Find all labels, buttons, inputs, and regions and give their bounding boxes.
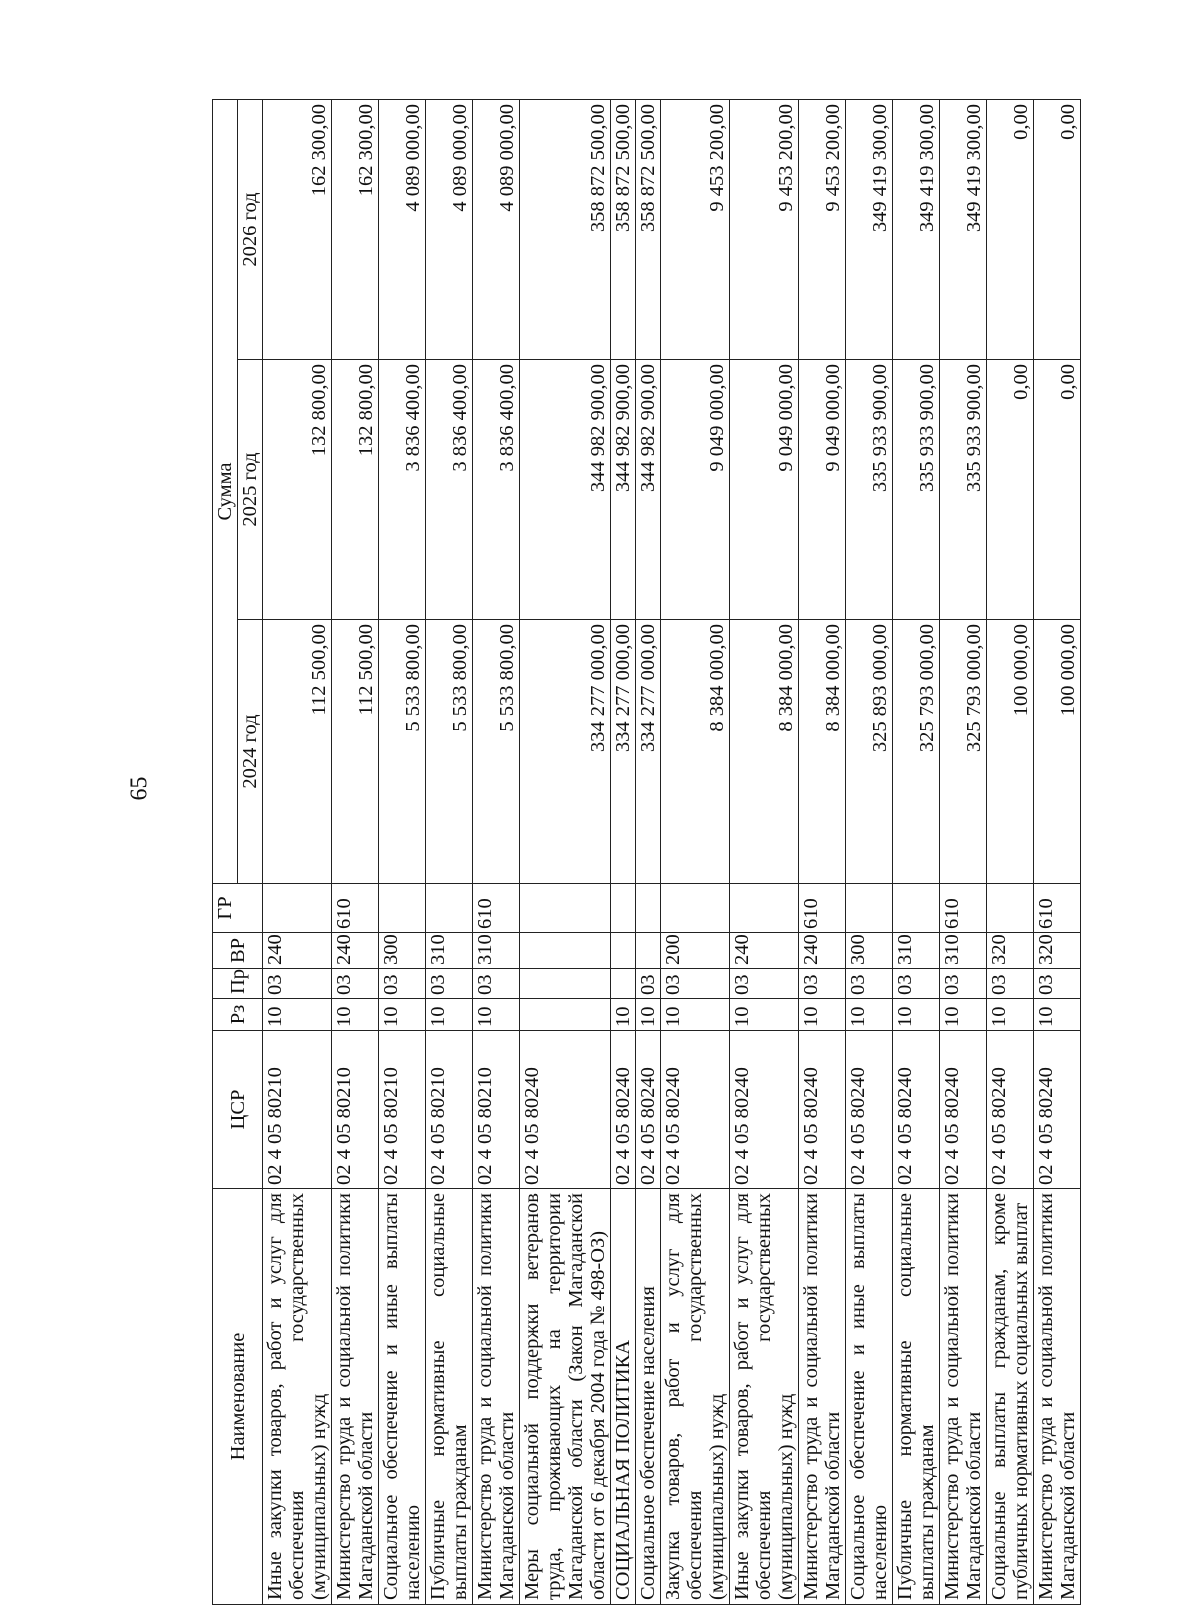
- row-sum-2025: 335 933 900,00: [940, 360, 987, 620]
- row-rz: 10: [940, 999, 987, 1031]
- row-rz: 10: [1034, 999, 1081, 1031]
- row-csr: 02 4 05 80210: [379, 1031, 426, 1189]
- row-csr: 02 4 05 80210: [263, 1031, 332, 1189]
- row-rz: 10: [332, 999, 379, 1031]
- row-sum-2024: 5 533 800,00: [379, 620, 426, 884]
- row-csr: 02 4 05 80210: [332, 1031, 379, 1189]
- row-sum-2025: 3 836 400,00: [473, 360, 520, 620]
- row-csr: 02 4 05 80240: [730, 1031, 799, 1189]
- row-csr: 02 4 05 80240: [987, 1031, 1034, 1189]
- header-csr: ЦСР: [213, 1031, 263, 1189]
- header-sum: Сумма: [213, 99, 238, 883]
- header-name: Наименование: [213, 1189, 263, 1605]
- row-sum-2026: 0,00: [1034, 99, 1081, 359]
- row-gr: 610: [332, 884, 379, 933]
- row-gr: [987, 884, 1034, 933]
- row-vr: [636, 933, 661, 969]
- row-csr: 02 4 05 80240: [520, 1031, 611, 1189]
- row-name: Министерство труда и социальной политики Магаданской области: [940, 1189, 987, 1605]
- row-sum-2024: 100 000,00: [987, 620, 1034, 884]
- row-sum-2024: 5 533 800,00: [426, 620, 473, 884]
- table-row: [987, 99, 1034, 1604]
- row-rz: 10: [636, 999, 661, 1031]
- row-csr: 02 4 05 80240: [661, 1031, 730, 1189]
- row-pr: 03: [1034, 969, 1081, 999]
- row-vr: 320: [987, 933, 1034, 969]
- row-pr: 03: [379, 969, 426, 999]
- row-gr: [661, 884, 730, 933]
- row-sum-2024: 112 500,00: [332, 620, 379, 884]
- row-sum-2026: 4 089 000,00: [426, 99, 473, 359]
- row-sum-2025: 132 800,00: [332, 360, 379, 620]
- row-vr: 240: [263, 933, 332, 969]
- table-row: [426, 99, 473, 1604]
- row-pr: 03: [893, 969, 940, 999]
- row-sum-2024: 8 384 000,00: [730, 620, 799, 884]
- row-sum-2026: 349 419 300,00: [893, 99, 940, 359]
- row-vr: 240: [799, 933, 846, 969]
- table-row: [611, 99, 636, 1604]
- row-name: СОЦИАЛЬНАЯ ПОЛИТИКА: [611, 1189, 636, 1605]
- row-vr: 300: [379, 933, 426, 969]
- row-vr: 310: [940, 933, 987, 969]
- header-rz: Рз: [213, 999, 263, 1031]
- row-name: Закупка товаров, работ и услуг для обеспечения государственных (муниципальных) нужд: [661, 1189, 730, 1605]
- row-rz: 10: [987, 999, 1034, 1031]
- table-row: [332, 99, 379, 1604]
- row-vr: [520, 933, 611, 969]
- row-pr: 03: [799, 969, 846, 999]
- table-row: [379, 99, 426, 1604]
- table-row: [730, 99, 799, 1604]
- table-row: [263, 99, 332, 1604]
- row-pr: 03: [473, 969, 520, 999]
- row-sum-2024: 325 893 000,00: [846, 620, 893, 884]
- row-rz: 10: [426, 999, 473, 1031]
- budget-table: [212, 99, 1081, 1605]
- row-sum-2024: 100 000,00: [1034, 620, 1081, 884]
- row-name: Социальное обеспечение и иные выплаты населению: [379, 1189, 426, 1605]
- table-row: [520, 99, 611, 1604]
- row-vr: 240: [730, 933, 799, 969]
- row-gr: 610: [1034, 884, 1081, 933]
- row-pr: 03: [940, 969, 987, 999]
- row-name: Социальное обеспечение населения: [636, 1189, 661, 1605]
- row-sum-2026: 349 419 300,00: [846, 99, 893, 359]
- row-sum-2025: 9 049 000,00: [730, 360, 799, 620]
- row-rz: 10: [846, 999, 893, 1031]
- row-csr: 02 4 05 80240: [1034, 1031, 1081, 1189]
- row-gr: [730, 884, 799, 933]
- row-pr: [520, 969, 611, 999]
- row-sum-2026: 358 872 500,00: [636, 99, 661, 359]
- row-gr: [426, 884, 473, 933]
- row-csr: 02 4 05 80240: [611, 1031, 636, 1189]
- row-sum-2026: 9 453 200,00: [730, 99, 799, 359]
- row-csr: 02 4 05 80240: [636, 1031, 661, 1189]
- row-sum-2025: 0,00: [987, 360, 1034, 620]
- header-2026: 2026 год: [238, 99, 263, 359]
- row-name: Публичные нормативные социальные выплаты гражданам: [893, 1189, 940, 1605]
- row-name: Иные закупки товаров, работ и услуг для обеспечения государственных (муниципальных) нужд: [263, 1189, 332, 1605]
- row-sum-2024: 8 384 000,00: [661, 620, 730, 884]
- row-csr: 02 4 05 80240: [940, 1031, 987, 1189]
- row-sum-2026: 162 300,00: [263, 99, 332, 359]
- row-pr: 03: [987, 969, 1034, 999]
- row-sum-2024: 5 533 800,00: [473, 620, 520, 884]
- row-rz: 10: [263, 999, 332, 1031]
- table-row: [893, 99, 940, 1604]
- row-sum-2025: 344 982 900,00: [611, 360, 636, 620]
- row-sum-2026: 349 419 300,00: [940, 99, 987, 359]
- row-name: Меры социальной поддержки ветеранов труда, проживающих на территории Магаданской области (Закон Магаданской области от 6 декабря 2004 года № 498-ОЗ): [520, 1189, 611, 1605]
- row-sum-2025: 0,00: [1034, 360, 1081, 620]
- row-sum-2026: 9 453 200,00: [799, 99, 846, 359]
- header-2025: 2025 год: [238, 360, 263, 620]
- row-rz: 10: [799, 999, 846, 1031]
- row-sum-2025: 344 982 900,00: [636, 360, 661, 620]
- row-sum-2024: 112 500,00: [263, 620, 332, 884]
- row-gr: 610: [473, 884, 520, 933]
- row-name: Министерство труда и социальной политики Магаданской области: [1034, 1189, 1081, 1605]
- page-number: 65: [126, 776, 153, 801]
- row-gr: [611, 884, 636, 933]
- row-gr: 610: [799, 884, 846, 933]
- row-sum-2026: 0,00: [987, 99, 1034, 359]
- row-sum-2024: 334 277 000,00: [636, 620, 661, 884]
- row-sum-2026: 358 872 500,00: [611, 99, 636, 359]
- row-vr: [611, 933, 636, 969]
- row-gr: [893, 884, 940, 933]
- row-name: Социальные выплаты гражданам, кроме публичных нормативных социальных выплат: [987, 1189, 1034, 1605]
- row-pr: 03: [730, 969, 799, 999]
- row-csr: 02 4 05 80210: [473, 1031, 520, 1189]
- row-sum-2024: 325 793 000,00: [893, 620, 940, 884]
- table-row: [846, 99, 893, 1604]
- row-sum-2025: 3 836 400,00: [426, 360, 473, 620]
- row-sum-2025: 9 049 000,00: [661, 360, 730, 620]
- row-vr: 310: [473, 933, 520, 969]
- row-rz: 10: [473, 999, 520, 1031]
- row-sum-2026: 162 300,00: [332, 99, 379, 359]
- row-rz: 10: [893, 999, 940, 1031]
- row-sum-2025: 335 933 900,00: [846, 360, 893, 620]
- row-vr: 300: [846, 933, 893, 969]
- table-row: [1034, 99, 1081, 1604]
- row-csr: 02 4 05 80240: [846, 1031, 893, 1189]
- row-name: Министерство труда и социальной политики Магаданской области: [799, 1189, 846, 1605]
- row-pr: 03: [636, 969, 661, 999]
- row-pr: 03: [661, 969, 730, 999]
- table-row: [940, 99, 987, 1604]
- row-gr: [379, 884, 426, 933]
- row-csr: 02 4 05 80240: [799, 1031, 846, 1189]
- row-name: Министерство труда и социальной политики Магаданской области: [332, 1189, 379, 1605]
- row-rz: 10: [730, 999, 799, 1031]
- row-vr: 240: [332, 933, 379, 969]
- row-pr: 03: [846, 969, 893, 999]
- row-sum-2024: 8 384 000,00: [799, 620, 846, 884]
- row-sum-2025: 9 049 000,00: [799, 360, 846, 620]
- header-gr: ГР: [213, 884, 263, 933]
- row-vr: 310: [426, 933, 473, 969]
- row-sum-2026: 358 872 500,00: [520, 99, 611, 359]
- row-sum-2025: 344 982 900,00: [520, 360, 611, 620]
- row-sum-2025: 132 800,00: [263, 360, 332, 620]
- row-rz: 10: [661, 999, 730, 1031]
- row-rz: [520, 999, 611, 1031]
- row-sum-2024: 325 793 000,00: [940, 620, 987, 884]
- row-sum-2024: 334 277 000,00: [520, 620, 611, 884]
- header-2024: 2024 год: [238, 620, 263, 884]
- row-sum-2026: 9 453 200,00: [661, 99, 730, 359]
- row-gr: [520, 884, 611, 933]
- row-pr: 03: [263, 969, 332, 999]
- row-name: Иные закупки товаров, работ и услуг для обеспечения государственных (муниципальных) нужд: [730, 1189, 799, 1605]
- row-sum-2024: 334 277 000,00: [611, 620, 636, 884]
- row-pr: 03: [332, 969, 379, 999]
- table-row: [473, 99, 520, 1604]
- row-pr: 03: [426, 969, 473, 999]
- row-rz: 10: [611, 999, 636, 1031]
- row-vr: 320: [1034, 933, 1081, 969]
- table-row: [661, 99, 730, 1604]
- row-gr: [263, 884, 332, 933]
- row-sum-2026: 4 089 000,00: [379, 99, 426, 359]
- row-name: Публичные нормативные социальные выплаты гражданам: [426, 1189, 473, 1605]
- header-vr: ВР: [213, 933, 263, 969]
- row-sum-2025: 335 933 900,00: [893, 360, 940, 620]
- budget-table-rotated: [212, 100, 1079, 1605]
- table-row: [636, 99, 661, 1604]
- row-name: Социальное обеспечение и иные выплаты населению: [846, 1189, 893, 1605]
- row-csr: 02 4 05 80240: [893, 1031, 940, 1189]
- row-gr: 610: [940, 884, 987, 933]
- row-sum-2025: 3 836 400,00: [379, 360, 426, 620]
- row-csr: 02 4 05 80210: [426, 1031, 473, 1189]
- row-pr: [611, 969, 636, 999]
- table-body: [263, 99, 1081, 1604]
- row-vr: 200: [661, 933, 730, 969]
- table-row: [799, 99, 846, 1604]
- header-pr: Пр: [213, 969, 263, 999]
- row-rz: 10: [379, 999, 426, 1031]
- row-gr: [846, 884, 893, 933]
- row-name: Министерство труда и социальной политики Магаданской области: [473, 1189, 520, 1605]
- row-vr: 310: [893, 933, 940, 969]
- row-gr: [636, 884, 661, 933]
- row-sum-2026: 4 089 000,00: [473, 99, 520, 359]
